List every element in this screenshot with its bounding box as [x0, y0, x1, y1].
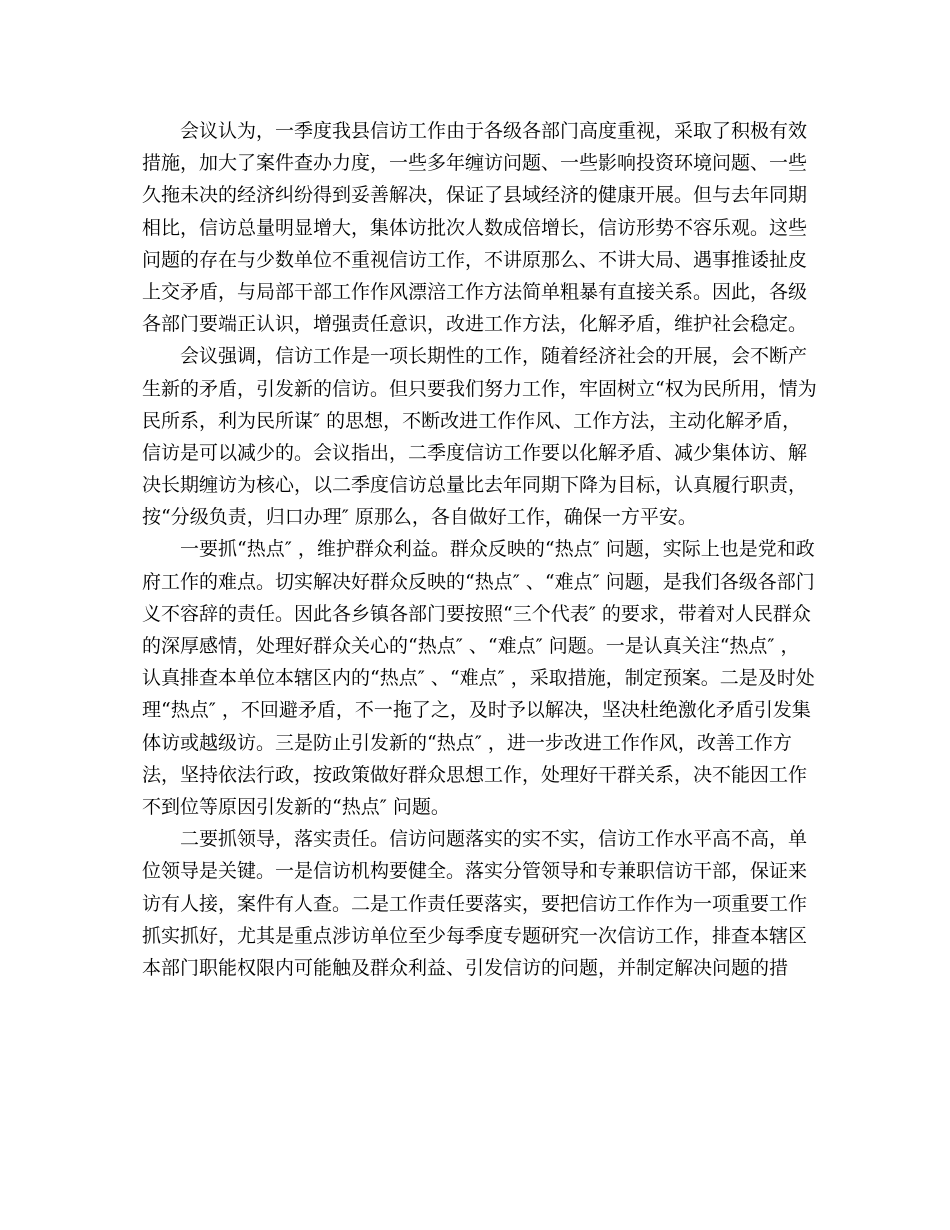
text-line: 府工作的难点。切实解决好群众反映的“热点″ 、“难点″ 问题，是我们各级各部门 [142, 570, 815, 593]
text-line: 二要抓领导，落实责任。信访问题落实的实不实，信访工作水平高不高，单 [180, 828, 808, 851]
text-line: 一要抓“热点″ ，维护群众利益。群众反映的“热点″ 问题，实际上也是党和政 [180, 538, 815, 561]
text-line: 按“分级负责，归口办理″ 原那么，各自做好工作，确保一方平安。 [142, 506, 697, 529]
paragraph-meeting-assessment [142, 115, 812, 340]
text-line: 生新的矛盾，引发新的信访。但只要我们努力工作，牢固树立“权为民所用，情为 [142, 377, 817, 400]
text-line: 相比，信访总量明显增大，集体访批次人数成倍增长，信访形势不容乐观。这些 [142, 216, 808, 239]
text-line: 久拖未决的经济纠纷得到妥善解决，保证了县域经济的健康开展。但与去年同期 [142, 184, 808, 207]
text-line: 民所系，利为民所谋″ 的思想，不断改进工作作风、工作方法，主动化解矛盾， [142, 409, 802, 432]
text-line: 上交矛盾，与局部干部工作作风漂涪工作方法简单粗暴有直接关系。因此，各级 [142, 280, 808, 303]
text-line: 法，坚持依法行政，按政策做好群众思想工作，处理好干群关系，决不能因工作 [142, 763, 808, 786]
text-line: 体访或越级访。三是防止引发新的“热点″ ，进一步改进工作作风，改善工作方 [142, 731, 792, 754]
text-line: 问题的存在与少数单位不重视信访工作，不讲原那么、不讲大局、遇事推诿扯皮 [142, 248, 808, 271]
text-line: 各部门要端正认识，增强责任意识，改进工作方法，化解矛盾，维护社会稳定。 [142, 313, 808, 336]
text-line: 会议强调，信访工作是一项长期性的工作，随着经济社会的开展，会不断产 [180, 345, 808, 368]
document-body [142, 115, 817, 984]
text-line: 决长期缠访为核心，以二季度信访总量比去年同期下降为目标，认真履行职责， [142, 474, 808, 497]
text-line: 义不容辞的责任。因此各乡镇各部门要按照“三个代表″ 的要求，带着对人民群众 [142, 602, 811, 625]
text-line: 措施，加大了案件查办力度，一些多年缠访问题、一些影响投资环境问题、一些 [142, 152, 808, 175]
text-line: 抓实抓好，尤其是重点涉访单位至少每季度专题研究一次信访工作，排查本辖区 [142, 924, 808, 947]
text-line: 访有人接，案件有人查。二是工作责任要落实，要把信访工作作为一项重要工作 [142, 892, 808, 915]
paragraph-leadership [142, 823, 812, 984]
text-line: 的深厚感情，处理好群众关心的“热点″ 、“难点″ 问题。一是认真关注“热点″ ， [142, 635, 800, 657]
text-line: 本部门职能权限内可能触及群众利益、引发信访的问题，并制定解决问题的措 [142, 956, 789, 979]
paragraph-hotspots [142, 533, 815, 823]
text-line: 理“热点″ ，不回避矛盾，不一拖了之，及时予以解决，坚决杜绝激化矛盾引发集 [142, 699, 811, 722]
text-line: 不到位等原因引发新的“热点″ 问题。 [142, 795, 450, 818]
paragraph-meeting-emphasis [142, 340, 817, 533]
text-line: 认真排查本单位本辖区内的“热点″ 、“难点″ ，采取措施，制定预案。二是及时处 [142, 667, 815, 690]
text-line: 会议认为，一季度我县信访工作由于各级各部门高度重视，采取了积极有效 [180, 120, 808, 142]
text-line: 位领导是关键。一是信访机构要健全。落实分管领导和专兼职信访干部，保证来 [142, 860, 808, 883]
text-line: 信访是可以减少的。会议指出，二季度信访工作要以化解矛盾、减少集体访、解 [142, 441, 808, 464]
